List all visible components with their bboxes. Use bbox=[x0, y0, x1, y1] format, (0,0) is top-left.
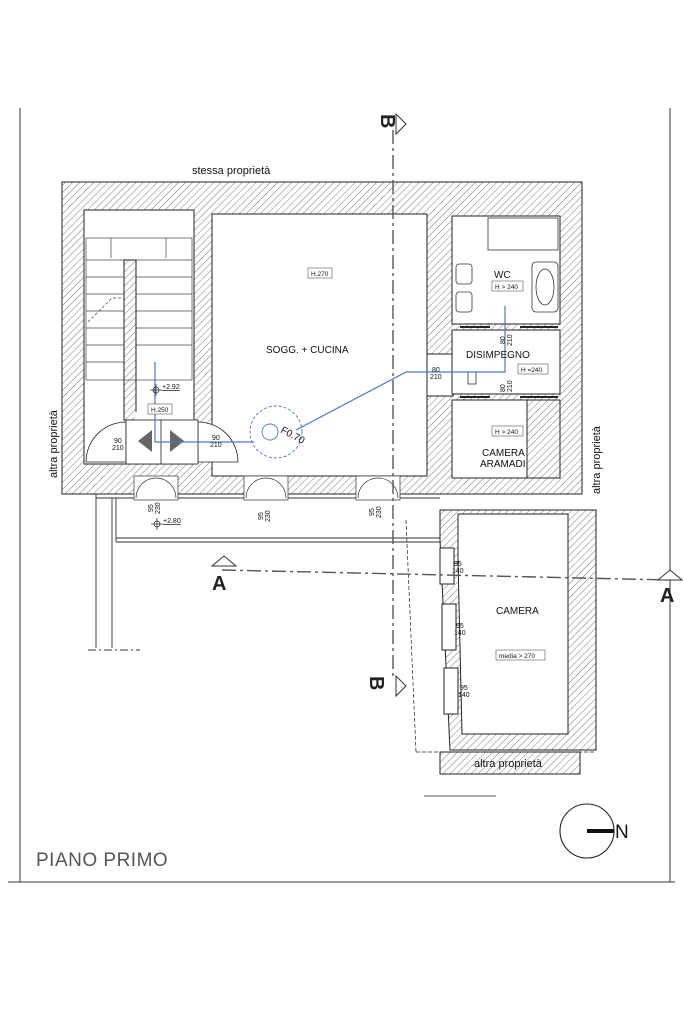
window-camera-2-w: 95 bbox=[456, 623, 464, 630]
window-camera-1-h: 140 bbox=[452, 568, 464, 575]
neighbor-bottom-label: altra proprietà bbox=[474, 758, 542, 770]
level-landing: +2.92 bbox=[162, 384, 180, 391]
level-marker-balcony bbox=[151, 518, 163, 530]
room-camera-armadi-name-2: ARAMADI bbox=[480, 459, 526, 470]
room-camera-armadi-name-1: CAMERA bbox=[482, 448, 525, 459]
section-a-left-marker bbox=[212, 556, 236, 595]
door-stair-right-w: 90 bbox=[212, 435, 220, 442]
room-disimpegno-name: DISIMPEGNO bbox=[466, 350, 530, 361]
section-b-top-label: B bbox=[376, 114, 398, 129]
balcony-doors bbox=[134, 476, 400, 500]
window-camera-1-w: 95 bbox=[454, 561, 462, 568]
door-camera-armadi-w: 80 bbox=[500, 384, 507, 392]
door-camera-armadi-h: 210 bbox=[507, 380, 514, 392]
section-b-top-marker bbox=[376, 114, 406, 134]
door-balcony-1-w: 95 bbox=[148, 504, 155, 512]
room-camera-height: media > 270 bbox=[499, 653, 535, 660]
level-balcony: +2.80 bbox=[163, 518, 181, 525]
north-arrow bbox=[560, 804, 614, 858]
north-label: N bbox=[615, 822, 629, 843]
door-stair-right-h: 210 bbox=[210, 442, 222, 449]
section-b-bottom-label: B bbox=[365, 676, 387, 691]
room-camera-armadi-height: H > 240 bbox=[495, 429, 518, 436]
room-wc-height: H > 240 bbox=[495, 284, 518, 291]
room-soggiorno-height: H.270 bbox=[311, 271, 329, 278]
door-balcony-2-w: 95 bbox=[258, 512, 265, 520]
door-wc-h: 210 bbox=[507, 334, 514, 346]
drawing-title: PIANO PRIMO bbox=[36, 850, 169, 871]
door-disimpegno-h: 210 bbox=[430, 374, 442, 381]
room-disimpegno-height: H =240 bbox=[521, 367, 543, 374]
stair-height: H.250 bbox=[151, 407, 169, 414]
door-stair-left-h: 210 bbox=[112, 445, 124, 452]
door-stair-left-w: 90 bbox=[114, 438, 122, 445]
drain-label: F0.70 bbox=[278, 424, 307, 447]
door-wc-w: 80 bbox=[500, 336, 507, 344]
window-camera-2-h: 140 bbox=[454, 630, 466, 637]
window-camera-3-h: 140 bbox=[458, 692, 470, 699]
door-disimpegno-w: 80 bbox=[432, 367, 440, 374]
section-b-bottom-marker bbox=[365, 676, 406, 696]
room-wc-name: WC bbox=[494, 270, 511, 281]
door-balcony-3-w: 95 bbox=[369, 508, 376, 516]
door-balcony-2-h: 230 bbox=[265, 510, 272, 522]
room-camera-name: CAMERA bbox=[496, 606, 539, 617]
door-balcony-3-h: 230 bbox=[376, 506, 383, 518]
section-a-left-label: A bbox=[212, 573, 227, 595]
neighbor-top-label: stessa proprietà bbox=[192, 165, 271, 177]
window-camera-3-w: 95 bbox=[460, 685, 468, 692]
section-a-right-marker bbox=[658, 570, 682, 607]
neighbor-left-label: altra proprietà bbox=[48, 410, 60, 478]
room-soggiorno-name: SOGG. + CUCINA bbox=[266, 345, 349, 356]
neighbor-right-label: altra proprietà bbox=[591, 426, 603, 494]
door-balcony-1-h: 230 bbox=[155, 502, 162, 514]
section-a-right-label: A bbox=[660, 585, 675, 607]
